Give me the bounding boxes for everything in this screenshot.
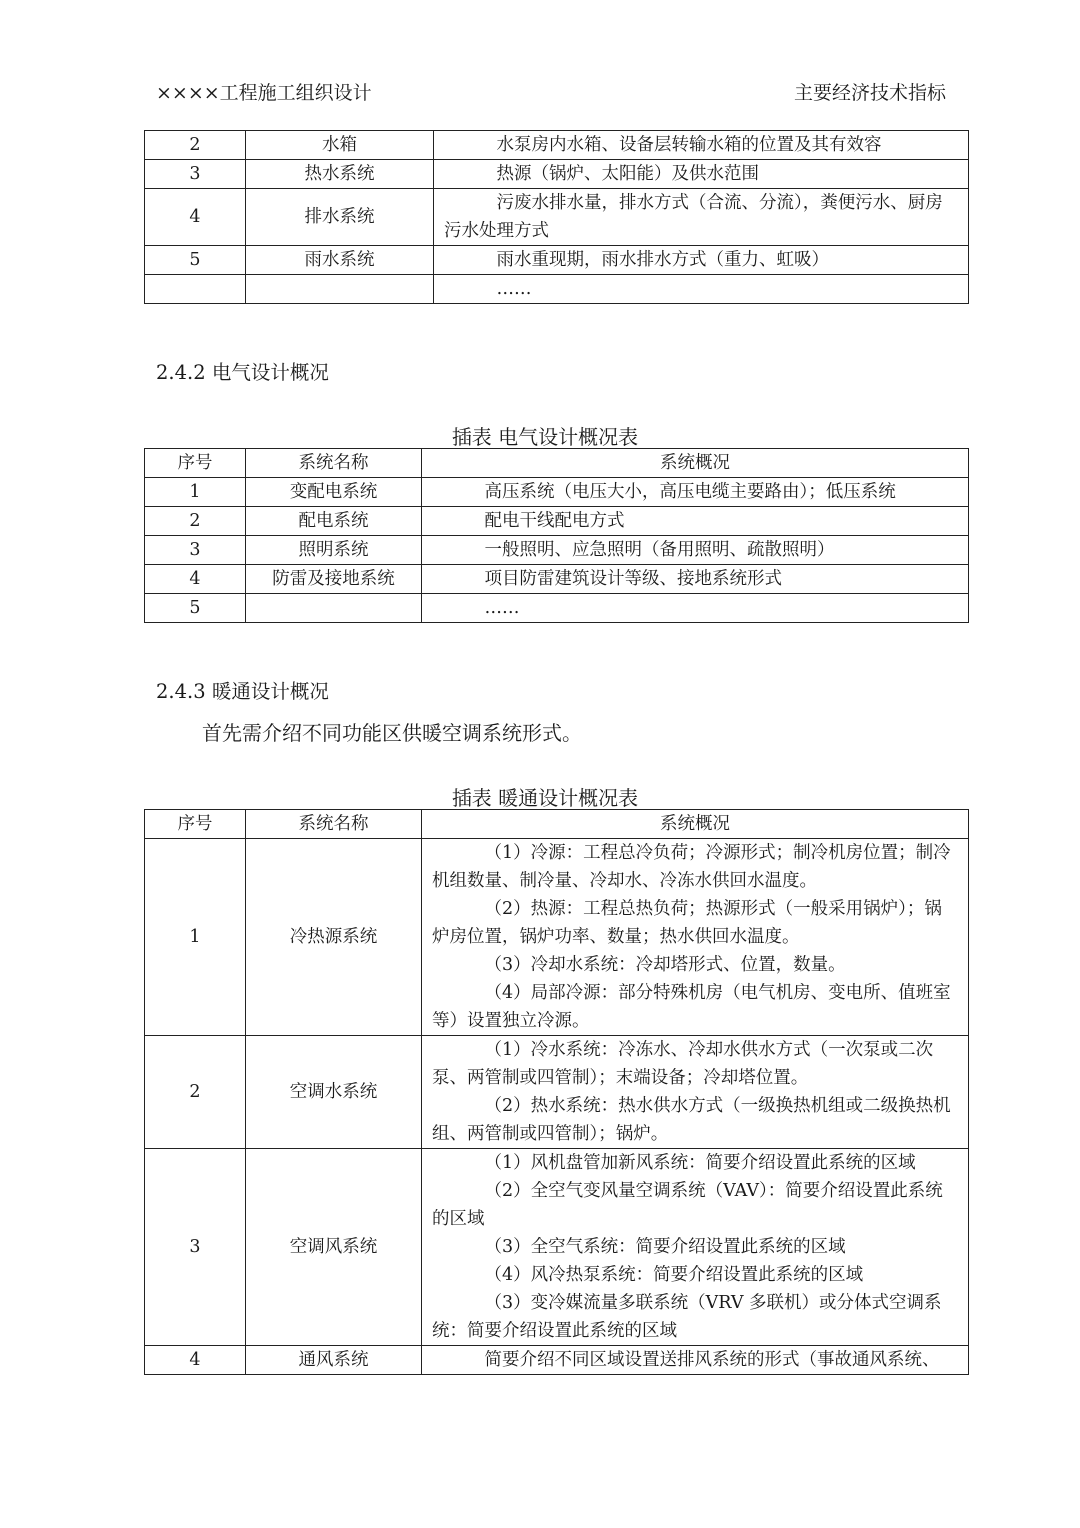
column-header: 系统名称 xyxy=(246,449,422,478)
description-line: （4）局部冷源：部分特殊机房（电气机房、变电所、值班室等）设置独立冷源。 xyxy=(432,983,951,1031)
row-number: 4 xyxy=(145,189,246,246)
description-line: （4）风冷热泵系统：简要介绍设置此系统的区域 xyxy=(484,1265,864,1285)
row-number: 1 xyxy=(145,478,246,507)
table-row xyxy=(145,565,969,594)
system-description xyxy=(422,839,969,1036)
system-name: 空调水系统 xyxy=(246,1036,422,1149)
table-row xyxy=(145,536,969,565)
description-line: （2）热水系统：热水供水方式（一级换热机组或二级换热机组、两管制或四管制）；锅炉。 xyxy=(432,1096,951,1144)
description-line: （3）变冷媒流量多联系统（VRV 多联机）或分体式空调系统：简要介绍设置此系统的区域 xyxy=(432,1293,942,1341)
row-number: 3 xyxy=(145,1149,246,1346)
row-number: 4 xyxy=(145,565,246,594)
running-header-title: ××××工程施工组织设计 xyxy=(156,82,372,104)
table-caption-hvac: 插表 暖通设计概况表 xyxy=(451,786,639,810)
row-number: 4 xyxy=(145,1346,246,1375)
system-name: 水箱 xyxy=(246,131,434,160)
section-heading-electrical: 2.4.2 电气设计概况 xyxy=(156,361,329,384)
row-number: 2 xyxy=(145,1036,246,1149)
system-name: 空调风系统 xyxy=(246,1149,422,1346)
system-name xyxy=(246,275,434,304)
system-name: 照明系统 xyxy=(246,536,422,565)
table-row xyxy=(145,1149,969,1346)
row-number: 2 xyxy=(145,131,246,160)
water-system-table xyxy=(144,130,969,304)
table-header-row xyxy=(145,449,969,478)
system-name: 热水系统 xyxy=(246,160,434,189)
description-line: （2）全空气变风量空调系统（VAV）：简要介绍设置此系统的区域 xyxy=(432,1181,943,1229)
column-header: 序号 xyxy=(145,449,246,478)
system-description: 雨水重现期，雨水排水方式（重力、虹吸） xyxy=(496,250,829,270)
table-row xyxy=(145,1036,969,1149)
system-name xyxy=(246,594,422,623)
row-number: 5 xyxy=(145,594,246,623)
column-header: 系统名称 xyxy=(246,810,422,839)
section-intro-paragraph: 首先需介绍不同功能区供暖空调系统形式。 xyxy=(202,721,582,745)
system-description: 高压系统（电压大小，高压电缆主要路由）；低压系统 xyxy=(484,482,896,502)
row-number: 3 xyxy=(145,160,246,189)
system-name: 防雷及接地系统 xyxy=(246,565,422,594)
system-name: 冷热源系统 xyxy=(246,839,422,1036)
table-row xyxy=(145,839,969,1036)
description-line: （1）冷水系统：冷冻水、冷却水供水方式（一次泵或二次泵、两管制或四管制）；末端设备；冷却塔位置。 xyxy=(432,1040,934,1088)
description-line: （1）风机盘管加新风系统：简要介绍设置此系统的区域 xyxy=(484,1153,916,1173)
system-description: …… xyxy=(496,279,532,299)
description-line: （3）全空气系统：简要介绍设置此系统的区域 xyxy=(484,1237,846,1257)
system-name: 排水系统 xyxy=(246,189,434,246)
table-row xyxy=(145,275,969,304)
system-description: 项目防雷建筑设计等级、接地系统形式 xyxy=(484,569,782,589)
table-header-row xyxy=(145,810,969,839)
table-caption-electrical: 插表 电气设计概况表 xyxy=(451,425,639,449)
column-header: 系统概况 xyxy=(422,449,969,478)
system-name: 雨水系统 xyxy=(246,246,434,275)
column-header: 系统概况 xyxy=(422,810,969,839)
table-row xyxy=(145,131,969,160)
description-line: （3）冷却水系统：冷却塔形式、位置，数量。 xyxy=(484,955,846,975)
row-number xyxy=(145,275,246,304)
table-row xyxy=(145,478,969,507)
table-row xyxy=(145,507,969,536)
row-number: 5 xyxy=(145,246,246,275)
table-row xyxy=(145,594,969,623)
description-line: 简要介绍不同区域设置送排风系统的形式（事故通风系统、 xyxy=(484,1350,940,1370)
system-name: 配电系统 xyxy=(246,507,422,536)
running-header-section: 主要经济技术指标 xyxy=(793,82,946,104)
table-row xyxy=(145,160,969,189)
row-number: 2 xyxy=(145,507,246,536)
description-line: （1）冷源：工程总冷负荷；冷源形式；制冷机房位置；制冷机组数量、制冷量、冷却水、冷冻水供回水温度。 xyxy=(432,843,951,891)
electrical-table xyxy=(144,448,969,623)
row-number: 1 xyxy=(145,839,246,1036)
system-description: 一般照明、应急照明（备用照明、疏散照明） xyxy=(484,540,835,560)
system-description: 水泵房内水箱、设备层转输水箱的位置及其有效容 xyxy=(496,135,882,155)
system-description xyxy=(422,1346,969,1375)
table-row xyxy=(145,246,969,275)
system-description xyxy=(422,1036,969,1149)
table-row xyxy=(145,1346,969,1375)
system-name: 通风系统 xyxy=(246,1346,422,1375)
system-description xyxy=(422,1149,969,1346)
system-description: 污废水排水量，排水方式（合流、分流），粪便污水、厨房污水处理方式 xyxy=(444,193,943,241)
section-heading-hvac: 2.4.3 暖通设计概况 xyxy=(156,680,329,703)
system-description: …… xyxy=(484,598,520,618)
row-number: 3 xyxy=(145,536,246,565)
table-row xyxy=(145,189,969,246)
description-line: （2）热源：工程总热负荷；热源形式（一般采用锅炉）；锅炉房位置，锅炉功率、数量；热水供回水温度。 xyxy=(432,899,942,947)
hvac-table xyxy=(144,809,969,1375)
system-description: 配电干线配电方式 xyxy=(484,511,625,531)
system-name: 变配电系统 xyxy=(246,478,422,507)
column-header: 序号 xyxy=(145,810,246,839)
system-description: 热源（锅炉、太阳能）及供水范围 xyxy=(496,164,759,184)
